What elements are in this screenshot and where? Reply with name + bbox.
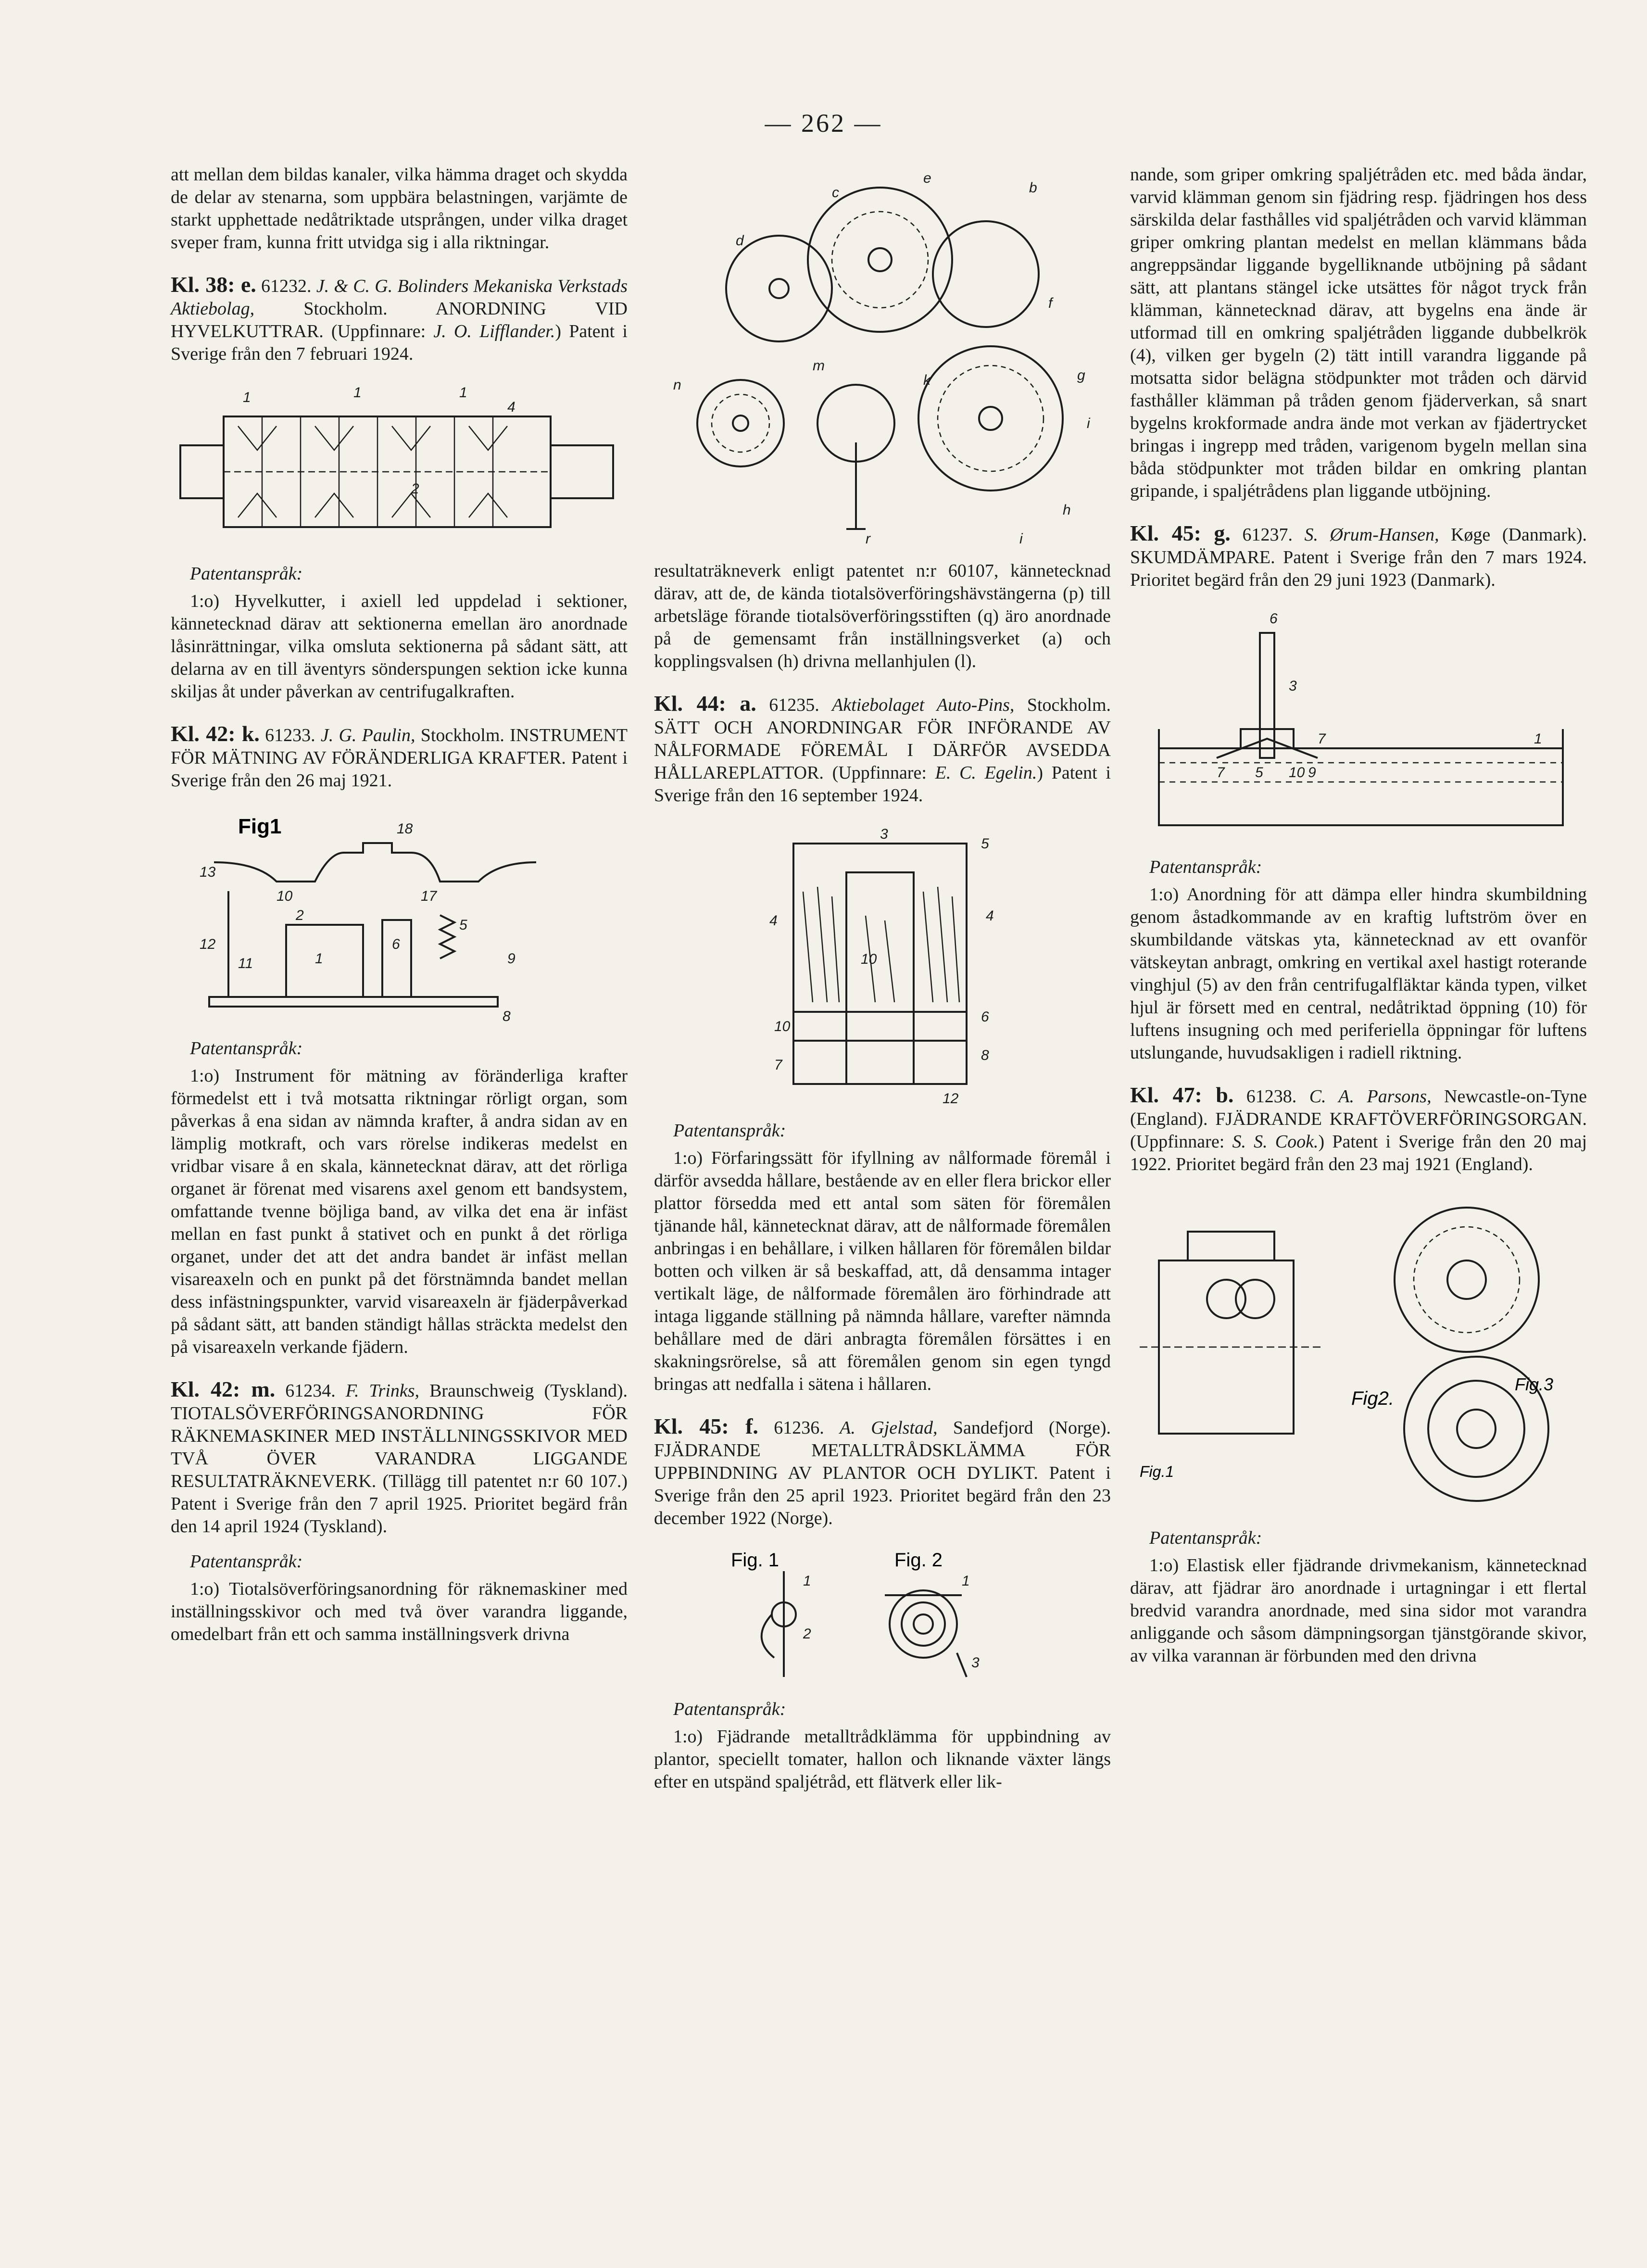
svg-text:11: 11 bbox=[238, 956, 253, 971]
patent-title: Køge (Danmark). SKUMDÄMPARE. Patent i Sverige från den 7 mars 1924. Prioritet begärd från den 29 juni 1923 (Danmark). bbox=[1130, 525, 1587, 590]
svg-text:10: 10 bbox=[277, 888, 293, 904]
patent-entry-61232 bbox=[171, 273, 628, 365]
patent-number: 61235. bbox=[769, 695, 819, 715]
figure-wire-clamp bbox=[654, 1542, 1111, 1687]
patent-number: 61236. bbox=[774, 1418, 824, 1438]
applicant-name: J. & C. G. Bolinders Mekaniska Verkstads Aktiebolag, bbox=[171, 276, 628, 319]
applicant-name: A. Gjelstad, bbox=[840, 1418, 938, 1438]
svg-text:k: k bbox=[923, 372, 930, 388]
svg-text:13: 13 bbox=[200, 864, 216, 880]
svg-text:d: d bbox=[736, 233, 744, 249]
claims-label: Patentanspråk: bbox=[673, 1699, 786, 1719]
patent-number: 61234. bbox=[285, 1381, 336, 1401]
svg-text:10: 10 bbox=[861, 951, 877, 967]
svg-text:9: 9 bbox=[507, 951, 515, 967]
applicant-name: C. A. Parsons, bbox=[1309, 1086, 1432, 1107]
class-label: Kl. 45: f. bbox=[654, 1414, 758, 1438]
figure-force-instrument bbox=[171, 805, 628, 1026]
svg-text:8: 8 bbox=[503, 1008, 511, 1024]
patent-entry-61234 bbox=[171, 1378, 628, 1538]
column-3 bbox=[1130, 164, 1587, 1680]
inventor-name: J. O. Lifflander. bbox=[433, 321, 555, 341]
svg-text:i: i bbox=[1019, 531, 1023, 547]
patent-number: 61233. bbox=[265, 725, 315, 745]
svg-text:7: 7 bbox=[1217, 765, 1225, 781]
svg-text:1: 1 bbox=[962, 1573, 970, 1589]
patent-number: 61232. bbox=[261, 276, 312, 296]
svg-text:1: 1 bbox=[459, 385, 467, 401]
svg-text:m: m bbox=[813, 358, 825, 374]
class-label: Kl. 44: a. bbox=[654, 691, 756, 716]
svg-text:1: 1 bbox=[353, 385, 362, 401]
figure-label: Fig.3 bbox=[1515, 1374, 1554, 1394]
class-label: Kl. 42: m. bbox=[171, 1377, 276, 1401]
patent-entry-61233 bbox=[171, 722, 628, 792]
patent-title: Newcastle-on-Tyne (England). FJÄDRANDE KRAFTÖVERFÖRINGSORGAN. (Uppfinnare: bbox=[1130, 1086, 1587, 1152]
applicant-name: F. Trinks, bbox=[345, 1381, 420, 1401]
applicant-name: J. G. Paulin, bbox=[320, 725, 415, 745]
svg-text:4: 4 bbox=[507, 399, 515, 415]
class-label: Kl. 45: g. bbox=[1130, 521, 1231, 545]
claim-text: 1:o) Hyvelkutter, i axiell led uppdelad i sektioner, kännetecknad därav att sektionerna emellan äro anordnade låsinrättningar, vilka omsluta sektionerna på sådant sätt, att delarna av en till äventyrs sönderspungen sektion icke kunna skiljas åt under påverkan av centrifugalkraften. bbox=[171, 591, 628, 702]
page-number: — 262 — bbox=[765, 109, 882, 138]
patent-dates: ) Patent i Sverige från den 16 september 1924. bbox=[654, 763, 1111, 806]
svg-text:7: 7 bbox=[774, 1057, 782, 1073]
svg-text:g: g bbox=[1077, 367, 1085, 383]
svg-text:18: 18 bbox=[397, 821, 413, 837]
svg-text:9: 9 bbox=[1308, 765, 1316, 781]
column-2 bbox=[654, 164, 1111, 1806]
patent-entry-61238 bbox=[1130, 1084, 1587, 1176]
claims-label: Patentanspråk: bbox=[190, 1551, 303, 1572]
figure-label: Fig2. bbox=[1351, 1388, 1394, 1409]
claim-text: 1:o) Instrument för mätning av föränderliga krafter förmedelst ett i två motsatta riktningar rörligt organ, som påverkas å ena sidan av nämnda krafter, å andra sidan av en lämplig motkraft, och vars rörelse indikeras medelst en vridbar visare å en skala, kännetecknat därav, att det rörliga organet är förenat med visarens axel genom ett bandsystem, omfattande tvenne böjliga band, av vilka det ena är infäst mellan en fast punkt å stativet och en punkt å det rörliga organet, under det att det andra bandet är infäst mellan visareaxeln och en punkt på det förstnämnda bandet mellan dess infästningspunkter, varvid visareaxeln är fjäderpåverkad på sådant sätt, att banden ständigt hållas sträckta medelst den på visareaxeln verkande fjädern. bbox=[171, 1066, 628, 1357]
applicant-name: Aktiebolaget Auto-Pins, bbox=[832, 695, 1015, 715]
svg-text:12: 12 bbox=[943, 1091, 959, 1107]
figure-label: Fig.1 bbox=[1140, 1463, 1174, 1480]
figure-foam-damper bbox=[1130, 604, 1587, 844]
svg-text:r: r bbox=[866, 531, 870, 547]
svg-text:6: 6 bbox=[392, 936, 400, 952]
svg-text:3: 3 bbox=[971, 1655, 980, 1671]
svg-text:e: e bbox=[923, 170, 931, 186]
svg-text:2: 2 bbox=[411, 481, 419, 497]
patent-dates: ) Patent i Sverige från den 7 februari 1924. bbox=[171, 321, 628, 364]
svg-text:5: 5 bbox=[459, 917, 467, 933]
claims-label: Patentanspråk: bbox=[673, 1121, 786, 1141]
svg-text:6: 6 bbox=[1270, 611, 1278, 627]
svg-text:1: 1 bbox=[1534, 731, 1542, 747]
claims-label: Patentanspråk: bbox=[190, 564, 303, 584]
patent-dates: ) Patent i Sverige från den 20 maj 1922. Prioritet begärd från den 23 maj 1921 (England). bbox=[1130, 1132, 1587, 1174]
svg-text:10: 10 bbox=[774, 1019, 791, 1034]
svg-text:5: 5 bbox=[1255, 765, 1263, 781]
claims-label: Patentanspråk: bbox=[1149, 1528, 1262, 1548]
svg-text:1: 1 bbox=[315, 951, 323, 967]
svg-text:6: 6 bbox=[981, 1009, 989, 1025]
svg-text:3: 3 bbox=[1289, 678, 1297, 694]
claim-text: 1:o) Förfaringssätt för ifyllning av nålformade föremål i därför avsedda hållare, bestående av en eller flera brickor eller plattor försedda med ett antal som säten för föremålen tjänande hål, kännetecknat därav, att de nålformade föremålen anbringas i en behållare, i vilken hållaren för föremålen bildar botten och vilken är så beskaffad, att, då densamma intager vertikalt läge, de nålformade föremålen äro förhindrade att intaga liggande ställning på nämnda hållare, varefter nämnda behållare med de däri anbragta föremålen försättes i en skakningsrörelse, så att föremålen genom sin egen tyngd bringas att nedfalla i sätena i hållaren. bbox=[654, 1148, 1111, 1394]
svg-text:10: 10 bbox=[1289, 765, 1305, 781]
claims-label: Patentanspråk: bbox=[1149, 857, 1262, 877]
claim-text: 1:o) Fjädrande metalltrådklämma för uppbindning av plantor, speciellt tomater, hallon och liknande växter längs efter en utspänd spaljétråd, ett flätverk eller lik- bbox=[654, 1726, 1111, 1792]
svg-text:8: 8 bbox=[981, 1047, 989, 1063]
class-label: Kl. 42: k. bbox=[171, 721, 260, 746]
continued-text: resultaträkneverk enligt patentet n:r 60107, kännetecknad därav, att de, de kända tiotalsöverföringshävstängerna (p) till arbetsläge förande tiotalsöverföringsstiften (q) äro anordnade på de gemensamt från inställningsverket (a) och kopplingsvalsen (h) drivna mellanhjulen (l). bbox=[654, 561, 1111, 671]
figure-label: Fig1 bbox=[238, 815, 282, 838]
figure-spring-coupling bbox=[1130, 1188, 1587, 1515]
figure-label: Fig. 2 bbox=[894, 1550, 943, 1571]
svg-text:12: 12 bbox=[200, 936, 216, 952]
svg-text:n: n bbox=[673, 377, 681, 393]
class-label: Kl. 47: b. bbox=[1130, 1083, 1234, 1107]
patent-entry-61235 bbox=[654, 692, 1111, 807]
patent-entry-61236 bbox=[654, 1415, 1111, 1530]
patent-entry-61237 bbox=[1130, 522, 1587, 592]
patent-title: Braunschweig (Tyskland). TIOTALSÖVERFÖRINGSANORDNING FÖR RÄKNEMASKINER MED INSTÄLLNINGSSKIVOR MED TVÅ ÖVER VARANDRA LIGGANDE RESULTATRÄKNEVERK. (Tillägg till patentet n:r 60 107.) Patent i Sverige från den 7 april 1925. Prioritet begärd från den 14 april 1924 (Tyskland). bbox=[171, 1381, 628, 1537]
svg-text:7: 7 bbox=[1318, 731, 1326, 747]
svg-text:2: 2 bbox=[296, 907, 304, 923]
patent-title: Stockholm. SÄTT OCH ANORDNINGAR FÖR INFÖRANDE AV NÅLFORMADE FÖREMÅL I DÄRFÖR AVSEDDA HÅLLAREPLATTOR. (Uppfinnare: bbox=[654, 695, 1111, 783]
svg-text:c: c bbox=[832, 185, 839, 201]
patent-title: Stockholm. ANORDNING VID HYVELKUTTRAR. (Uppfinnare: bbox=[171, 299, 628, 341]
continued-text: nande, som griper omkring spaljétråden etc. med båda ändar, varvid klämman genom sin fjädring resp. fjädringen hos dess särskilda delar fasthålles vid spaljétråden och varvid klämman griper omkring plantan medelst en mellan klämmans båda angreppsändar liggande bygelliknande utböjning på sådant sätt, att plantans stängel icke utsättes för något tryck från klämman, kännetecknad därav, att bygelns ena ände är utformad till en omkring spaljétråden liggande dubbelkrök (4), vilken ger bygeln (2) tätt intill varandra liggande på motsatta sidor belägna stödpunkter mot tråden och därvid fasthåller klämman på tråden genom fjäderverkan, så snart bygelns krokformade andra ände mot verkan av fjädertrycket bringas i ingrepp med tråden, varigenom bygeln mellan sina båda stödpunkter mot tråden bildar en omkring plantan gripande, i spaljétrådens plan liggande utböjning. bbox=[1130, 164, 1587, 501]
figure-label: Fig. 1 bbox=[731, 1550, 779, 1571]
svg-text:f: f bbox=[1048, 295, 1053, 311]
patent-title: Sandefjord (Norge). FJÄDRANDE METALLTRÅDSKLÄMMA FÖR UPPBINDNING AV PLANTOR OCH DYLIKT. Patent i Sverige från den 25 april 1923. Prioritet begärd från den 23 december 1922 (Norge). bbox=[654, 1418, 1111, 1528]
claims-label: Patentanspråk: bbox=[190, 1038, 303, 1058]
svg-text:i: i bbox=[1087, 416, 1090, 431]
patent-number: 61237. bbox=[1242, 525, 1293, 545]
applicant-name: S. Ørum-Hansen, bbox=[1304, 525, 1439, 545]
svg-text:h: h bbox=[1063, 502, 1071, 518]
svg-text:3: 3 bbox=[880, 826, 888, 842]
svg-text:2: 2 bbox=[803, 1626, 811, 1642]
inventor-name: S. S. Cook. bbox=[1232, 1132, 1319, 1152]
svg-text:1: 1 bbox=[243, 390, 251, 405]
claim-text: 1:o) Elastisk eller fjädrande drivmekanism, kännetecknad därav, att fjädrar äro anordnade i urtagningar i ett flertal bredvid varandra anordnade, med sina sidor mot varandra anliggande och såsom dämpningsorgan tjänstgörande skivor, av vilka varannan är förbunden med den drivna bbox=[1130, 1555, 1587, 1666]
claim-text: 1:o) Anordning för att dämpa eller hindra skumbildning genom åstadkommande av en kraftig luftström över en skumbildande vätskas yta, kännetecknad av ett ovanför vätskeytan anbragt, omkring en vertikal axel hastigt roterande vinghjul (5) av den från centrifugalfläktar kända typen, vilket hjul är försett med en central, nedåtriktad öppning (10) för luftens insugning och med periferiella öppningar för luftens utslungande, huvudsakligen i radiell riktning. bbox=[1130, 884, 1587, 1063]
inventor-name: E. C. Egelin. bbox=[935, 763, 1037, 783]
figure-pin-holder bbox=[654, 819, 1111, 1108]
svg-text:4: 4 bbox=[986, 908, 994, 924]
class-label: Kl. 38: e. bbox=[171, 272, 256, 297]
claim-text: 1:o) Tiotalsöverföringsanordning för räknemaskiner med inställningsskivor och med två över varandra liggande, omedelbart från ett och samma inställningsverk drivna bbox=[171, 1579, 628, 1644]
figure-gear-train bbox=[654, 164, 1111, 548]
column-1 bbox=[171, 164, 628, 1658]
svg-text:1: 1 bbox=[803, 1573, 811, 1589]
figure-cutter-head bbox=[171, 378, 628, 551]
svg-text:b: b bbox=[1029, 180, 1037, 196]
svg-text:5: 5 bbox=[981, 836, 989, 852]
patent-number: 61238. bbox=[1246, 1086, 1297, 1107]
svg-text:4: 4 bbox=[769, 913, 778, 929]
patent-title: Stockholm. INSTRUMENT FÖR MÄTNING AV FÖRÄNDERLIGA KRAFTER. Patent i Sverige från den 26 maj 1921. bbox=[171, 725, 628, 791]
continued-text: att mellan dem bildas kanaler, vilka hämma draget och skydda de delar av stenarna, som uppbära belastningen, varjämte de starkt upphettade nedåtriktade utsprången, under vilka draget sveper fram, kunna fritt utvidga sig i alla riktningar. bbox=[171, 164, 628, 252]
svg-text:17: 17 bbox=[421, 888, 437, 904]
